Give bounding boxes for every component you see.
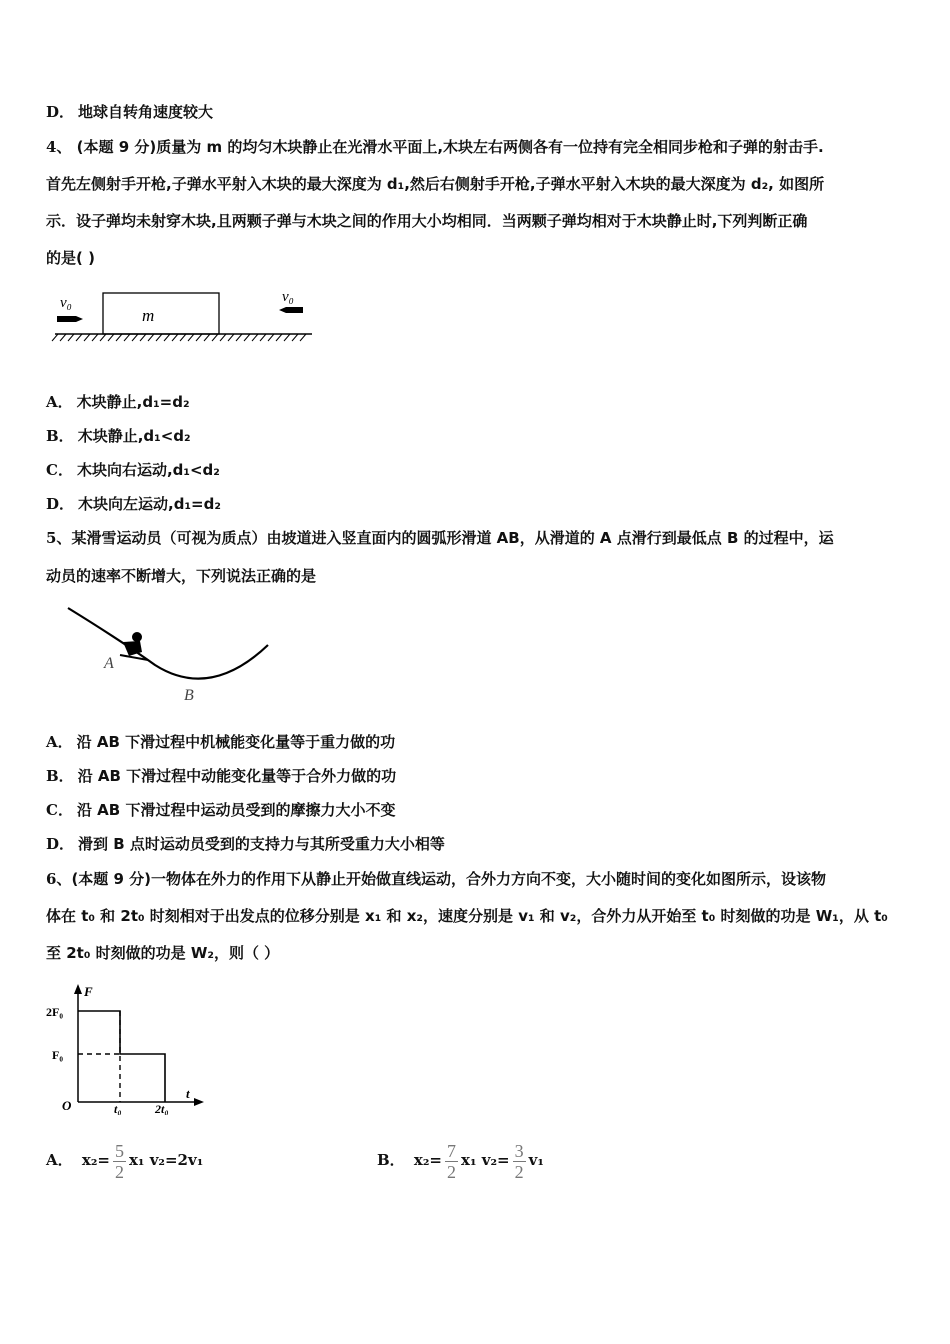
fraction-denominator: 2 [114, 1161, 124, 1182]
q5-stem-line-1 [46, 528, 834, 548]
q4-option-a [46, 392, 190, 412]
x-tick-t0: t₀ [114, 1102, 122, 1115]
y-axis-arrow [74, 984, 82, 994]
q6-force-time-graph [40, 980, 220, 1115]
q5-figure-ski-track [60, 600, 280, 710]
q4-stem-line-3: 示．设子弹均未射穿木块,且两颗子弹与木块之间的作用大小均相同．当两颗子弹均相对于木块静止时,下列判断正确 [46, 212, 808, 230]
option-label: A． [46, 733, 73, 751]
left-velocity-label: v₀ [60, 295, 72, 311]
origin-label: O [62, 1098, 72, 1113]
option-text: 沿 AB 下滑过程中运动员受到的摩擦力大小不变 [76, 801, 396, 819]
option-text: 沿 AB 下滑过程中动能变化量等于合外力做的功 [77, 767, 397, 785]
option-label: A． [46, 393, 73, 411]
option-middle: x₁ v₂= [461, 1151, 510, 1169]
q3-option-d [46, 102, 213, 122]
fraction-denominator: 2 [514, 1161, 524, 1182]
q4-figure-block-bullets [50, 285, 320, 345]
fraction-numerator: 5 [114, 1140, 124, 1161]
q5-option-c [46, 800, 395, 820]
q4-option-b [46, 426, 191, 446]
option-label: C． [46, 461, 73, 479]
point-a-label: A [104, 655, 114, 672]
q6-option-b [377, 1138, 544, 1182]
q6-stem-line-1 [46, 869, 826, 889]
option-label: B． [46, 767, 74, 785]
y-tick-2f0: 2F₀ [46, 1005, 63, 1019]
force-step-line [78, 1011, 165, 1102]
y-axis-label: F [84, 984, 93, 999]
option-text: 木块向左运动,d₁=d₂ [78, 495, 221, 513]
fraction [445, 1141, 458, 1182]
arc-track [68, 608, 268, 679]
q5-option-d [46, 834, 445, 854]
option-suffix: v₁ [528, 1151, 544, 1169]
q6-stem-line-2: 体在 t₀ 和 2t₀ 时刻相对于出发点的位移分别是 x₁ 和 x₂，速度分别是 v₁ 和 v₂，合外力从开始至 t₀ 时刻做的功是 W₁，从 t₀ [46, 907, 888, 925]
option-label: D． [46, 103, 75, 121]
x-tick-2t0: 2t₀ [155, 1102, 169, 1115]
option-label: A． [46, 1151, 73, 1169]
q5-option-a [46, 732, 395, 752]
block-label: m [142, 306, 155, 325]
q6-option-a [46, 1138, 203, 1182]
fraction-denominator: 2 [447, 1161, 457, 1182]
option-suffix: x₁ v₂=2v₁ [128, 1151, 204, 1169]
right-bullet [279, 307, 303, 313]
question-number: 4、 [46, 138, 72, 156]
option-label: D． [46, 495, 75, 513]
q5-stem-line-2: 动员的速率不断增大，下列说法正确的是 [46, 567, 317, 585]
x-axis-arrow [194, 1098, 204, 1106]
option-label: B． [46, 427, 74, 445]
option-label: C． [46, 801, 73, 819]
q6-stem-line-3: 至 2t₀ 时刻做的功是 W₂，则（ ） [46, 944, 280, 962]
q4-stem-line-4: 的是( ) [46, 249, 95, 267]
q4-option-c [46, 460, 220, 480]
fraction-numerator: 7 [447, 1140, 457, 1161]
left-bullet [57, 316, 83, 322]
stem-text: (本题 9 分)一物体在外力的作用下从静止开始做直线运动，合外力方向不变，大小随时间的变化如图所示，设该物 [71, 870, 827, 888]
q4-option-d [46, 494, 221, 514]
option-text: 木块静止,d₁=d₂ [76, 393, 190, 411]
fraction [513, 1141, 526, 1182]
q4-stem-line-1 [46, 137, 824, 157]
option-prefix: x₂= [81, 1151, 110, 1169]
fraction [113, 1141, 126, 1182]
right-velocity-label: v₀ [282, 289, 294, 305]
question-number: 6、 [46, 870, 72, 888]
fraction-numerator: 3 [514, 1140, 524, 1161]
question-number: 5、 [46, 529, 72, 547]
q4-stem-line-2: 首先左侧射手开枪,子弹水平射入木块的最大深度为 d₁,然后右侧射手开枪,子弹水平射入木块的最大深度为 d₂, 如图所 [46, 175, 825, 193]
option-label: B． [377, 1151, 405, 1169]
option-text: 木块静止,d₁<d₂ [77, 427, 191, 445]
option-text: 木块向右运动,d₁<d₂ [76, 461, 220, 479]
wood-block [103, 293, 219, 334]
point-b-label: B [184, 687, 194, 704]
option-text: 滑到 B 点时运动员受到的支持力与其所受重力大小相等 [78, 835, 445, 853]
option-prefix: x₂= [413, 1151, 443, 1169]
option-label: D． [46, 835, 75, 853]
option-text: 沿 AB 下滑过程中机械能变化量等于重力做的功 [76, 733, 396, 751]
y-tick-f0: F₀ [52, 1048, 63, 1062]
option-text: 地球自转角速度较大 [78, 103, 214, 121]
q5-option-b [46, 766, 396, 786]
stem-text: (本题 9 分)质量为 m 的均匀木块静止在光滑水平面上,木块左右两侧各有一位持有完全相同步枪和子弹的射击手. [76, 138, 824, 156]
stem-text: 某滑雪运动员（可视为质点）由坡道进入竖直面内的圆弧形滑道 AB，从滑道的 A 点滑行到最低点 B 的过程中，运 [71, 529, 834, 547]
x-axis-label: t [186, 1086, 190, 1101]
